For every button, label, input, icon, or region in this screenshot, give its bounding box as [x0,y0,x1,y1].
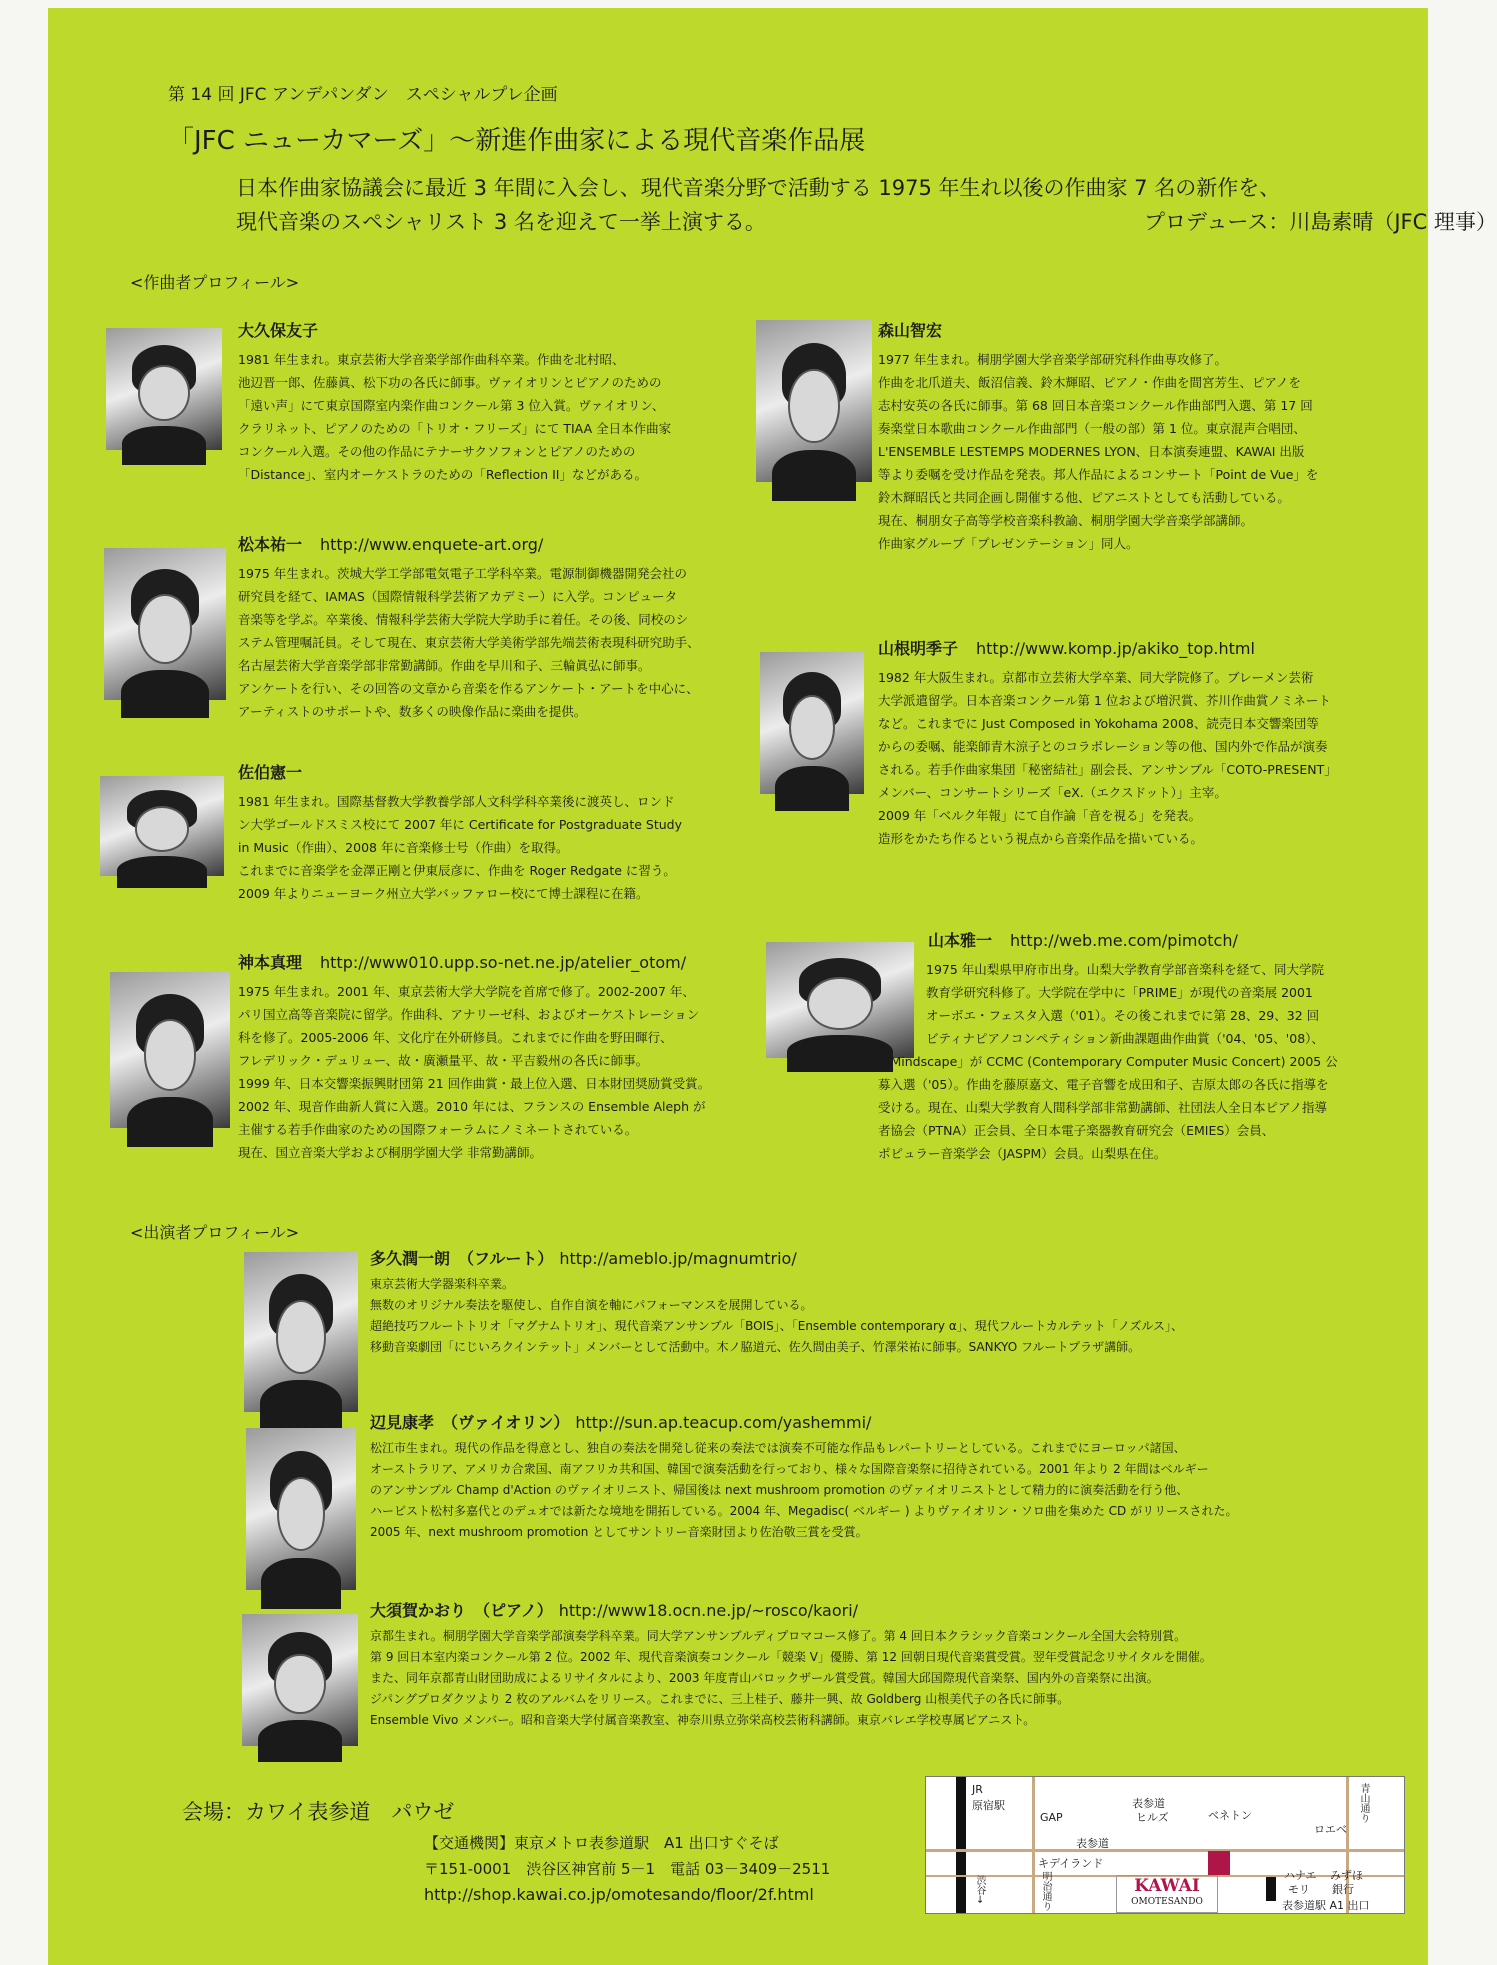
composer-name: 山本雅一 http://web.me.com/pimotch/ [928,931,1238,950]
composer-profile [878,320,1318,555]
map-label: GAP [1040,1811,1063,1824]
composer-profile [238,534,700,723]
intro-line: 日本作曲家協議会に最近 3 年間に入会し、現代音楽分野で活動する 1975 年生れ以後の作曲家 7 名の新作を、 [236,176,1281,200]
composer-name: 佐伯憲一 [238,763,303,782]
performer-url-link[interactable]: http://sun.ap.teacup.com/yashemmi/ [575,1413,872,1432]
map-label: みずほ [1330,1869,1363,1882]
producer-credit: プロデュース：川島素晴（JFC 理事） [1144,210,1497,234]
map-label: JR [972,1783,983,1796]
composer-url-link[interactable]: http://www.komp.jp/akiko_top.html [976,639,1255,658]
composer-photo [110,972,230,1128]
venue-map [925,1776,1405,1914]
map-label: ヒルズ [1136,1811,1169,1824]
omotesando-road [926,1849,1404,1852]
composer-profile [238,762,682,905]
map-label: ハナエ [1284,1869,1317,1882]
kawai-brand: KAWAI [1134,1876,1200,1896]
event-series-label: 第 14 回 JFC アンデパンダン スペシャルプレ企画 [168,85,558,105]
performer-name: 辺見康孝 （ヴァイオリン） http://sun.ap.teacup.com/yashemmi/ [370,1413,872,1432]
composer-name: 山根明季子 http://www.komp.jp/akiko_top.html [878,639,1255,658]
performer-url-link[interactable]: http://www18.ocn.ne.jp/~rosco/kaori/ [558,1601,859,1620]
kawai-marker [1208,1851,1230,1875]
composer-bio: 1977 年生まれ。桐朋学園大学音楽学部研究科作曲専攻修了。 作曲を北爪道夫、飯沼信義、鈴木輝昭、ピアノ・作曲を間宮芳生、ピアノを 志村安英の各氏に師事。第 68 回日本音楽コンクール作曲部門入選、第 17 回 奏楽堂日本歌曲コンクール作曲部門（一般の部）第 1 位。東京混声合唱団、 L'ENSEMBLE LESTEMPS MODERNES LYON、日本演奏連盟、KAWAI 出版 等より委嘱を受け作品を発表。邦人作品によるコンサート「Point de Vue」を 鈴木輝昭氏と共同企画し開催する他、ピアニストとしても活動している。 現在、桐朋女子高等学校音楽科教諭、桐朋学園大学音楽学部講師。 作曲家グループ「プレゼンテーション」同人。 [878,352,1319,551]
performer-profile [370,1600,1212,1731]
performer-bio: 松江市生まれ。現代の作品を得意とし、独自の奏法を開発し従来の奏法では演奏不可能な作品もレパートリーとしている。これまでにヨーロッパ諸国、 オーストラリア、アメリカ合衆国、南アフリカ共和国、韓国で演奏活動を行っており、様々な国際音楽祭に招待されている。2001 年より 2 年間はベルギー のアンサンブル Champ d'Action のヴァイオリニスト、帰国後は next mushroom promotion のヴァイオリニストとして精力的に演奏活動を行う他、 ハーピスト松村多嘉代とのデュオでは新たな境地を開拓している。2004 年、Megadisc( ベルギー ) よりヴァイオリン・ソロ曲を集めた CD がリリースされた。 2005 年、next mushroom promotion としてサントリー音楽財団より佐治敬三賞を受賞。 [370,1441,1238,1539]
map-label: 銀行 [1332,1883,1354,1896]
performer-bio: 東京芸術大学器楽科卒業。 無数のオリジナル奏法を駆使し、自作自演を軸にパフォーマンスを展開している。 超絶技巧フルートトリオ「マグナムトリオ」、現代音楽アンサンブル「BOIS」、「Ensemble contemporary α」、現代フルートカルテット「ノズルス」、 移動音楽劇団「にじいろクインテット」メンバーとして活動中。木ノ脇道元、佐久間由美子、竹澤栄祐に師事。SANKYO フルートプラザ講師。 [370,1277,1184,1354]
composer-url-link[interactable]: http://www.enquete-art.org/ [320,535,544,554]
venue-title: 会場：カワイ表参道 パウゼ [182,1800,455,1824]
performer-profile [370,1412,1237,1543]
composer-photo [104,548,226,700]
composer-bio: 1975 年生まれ。2001 年、東京芸術大学大学院を首席で修了。2002-2007 年、 パリ国立高等音楽院に留学。作曲科、アナリーゼ科、およびオーケストレーション 科を修了。2005-2006 年、文化庁在外研修員。これまでに作曲を野田暉行、 フレデリック・デュリュー、故・廣瀬量平、故・平吉毅州の各氏に師事。 1999 年、日本交響楽振興財団第 21 回作曲賞・最上位入選、日本財団奨励賞受賞。 2002 年、現音作曲新人賞に入選。2010 年には、フランスの Ensemble Aleph が 主催する若手作曲家のための国際フォーラムにノミネートされている。 現在、国立音楽大学および桐朋学園大学 非常勤講師。 [238,984,711,1160]
map-label: ロエベ [1314,1823,1347,1836]
performer-url-link[interactable]: http://ameblo.jp/magnumtrio/ [559,1249,797,1268]
map-label: ベネトン [1208,1809,1252,1822]
performer-profile [370,1248,1183,1358]
map-label: 明治通り [1040,1871,1051,1911]
composer-name: 神本真理 http://www010.upp.so-net.ne.jp/atelier_otom/ [238,953,687,972]
composer-bio: 1981 年生まれ。国際基督教大学教養学部人文科学科卒業後に渡英し、ロンド ン大学ゴールドスミス校にて 2007 年に Certificate for Postgraduate Study in Music（作曲）、2008 年に音楽修士号（作曲）を取得。 これまでに音楽学を金澤正剛と伊東辰彦に、作曲を Roger Redgate に習う。 2009 年よりニューヨーク州立大学バッファロー校にて博士課程に在籍。 [238,794,682,901]
venue-access: 【交通機関】東京メトロ表参道駅 A1 出口すぐそば [424,1834,779,1852]
map-label: 原宿駅 [972,1799,1005,1812]
composer-name: 松本祐一 http://www.enquete-art.org/ [238,535,544,554]
map-label: 表参道駅 A1 出口 [1282,1899,1370,1912]
composer-profile [878,638,1337,850]
composer-profile [238,320,671,486]
meiji-road [1032,1777,1035,1913]
map-label: 渋谷→ [974,1875,985,1904]
composer-bio: 1982 年大阪生まれ。京都市立芸術大学卒業、同大学院修了。ブレーメン芸術 大学派遣留学。日本音楽コンクール第 1 位および増沢賞、芥川作曲賞ノミネート など。これまでに Just Composed in Yokohama 2008、読売日本交響楽団等 からの委嘱、能楽師青木涼子とのコラボレーション等の他、国内外で作品が演奏 される。若手作曲家集団「秘密結社」副会長、アンサンブル「COTO-PRESENT」 メンバー、コンサートシリーズ「eX.（エクスドット）」主宰。 2009 年「ベルク年報」にて自作論「音を視る」を発表。 造形をかたち作るという視点から音楽作品を描いている。 [878,670,1337,846]
map-label: モリ [1288,1883,1310,1896]
performers-section-heading: <出演者プロフィール> [130,1223,300,1242]
composer-photo [106,328,222,450]
map-label: 表参道 [1076,1837,1109,1850]
performer-photo [242,1614,358,1746]
venue-url-link[interactable]: http://shop.kawai.co.jp/omotesando/floor/2f.html [424,1885,814,1904]
composers-section-heading: <作曲者プロフィール> [130,273,300,292]
kawai-logo [1116,1875,1218,1913]
composer-bio: 1975 年生まれ。茨城大学工学部電気電子工学科卒業。電源制御機器開発会社の 研究員を経て、IAMAS（国際情報科学芸術アカデミー）に入学。コンピュータ 音楽等を学ぶ。卒業後、情報科学芸術大学院大学助手に着任。その後、同校のシ ステム管理嘱託員。そして現在、東京芸術大学美術学部先端芸術表現科研究助手、 名古屋芸術大学音楽学部非常勤講師。作曲を早川和子、三輪眞弘に師事。 アンケートを行い、その回答の文章から音楽を作るアンケート・アートを中心に、 アーティストのサポートや、数多くの映像作品に楽曲を提供。 [238,566,700,719]
performer-name: 大須賀かおり （ピアノ） http://www18.ocn.ne.jp/~rosco/kaori/ [370,1601,859,1620]
composer-name: 森山智宏 [878,321,943,340]
map-label: 青山通り [1358,1783,1369,1823]
page-title: 「JFC ニューカマーズ」～新進作曲家による現代音楽作品展 [168,126,866,156]
composer-profile [238,952,710,1164]
performer-photo [244,1252,358,1412]
composer-profile [878,930,1338,1165]
station-marker [1266,1877,1276,1901]
jr-line [956,1777,966,1913]
composer-photo [760,652,864,794]
composer-url-link[interactable]: http://www010.upp.so-net.ne.jp/atelier_otom/ [320,953,687,972]
venue-address: 〒151-0001 渋谷区神宮前 5－1 電話 03－3409－2511 [424,1860,831,1878]
composer-bio: 1981 年生まれ。東京芸術大学音楽学部作曲科卒業。作曲を北村昭、 池辺晋一郎、佐藤眞、松下功の各氏に師事。ヴァイオリンとピアノのための 「遠い声」にて東京国際室内楽作曲コンクール第 3 位入賞。ヴァイオリン、 クラリネット、ピアノのための「トリオ・フリーズ」にて TIAA 全日本作曲家 コンクール入選。その他の作品にテナーサクソフォンとピアノのための 「Distance」、室内オーケストラのための「Reflection II」などがある。 [238,352,672,482]
performer-name: 多久潤一朗 （フルート） http://ameblo.jp/magnumtrio/ [370,1249,797,1268]
composer-url-link[interactable]: http://web.me.com/pimotch/ [1010,931,1238,950]
composer-name: 大久保友子 [238,321,319,340]
kawai-subtitle: OMOTESANDO [1131,1897,1203,1907]
intro-text [236,171,1497,239]
map-label: キデイランド [1038,1857,1104,1870]
composer-photo [100,776,224,876]
map-label: 表参道 [1132,1797,1165,1810]
performer-photo [246,1428,356,1590]
flyer-sheet [48,8,1497,1965]
performer-bio: 京都生まれ。桐朋学園大学音楽学部演奏学科卒業。同大学アンサンブルディプロマコース修了。第 4 回日本クラシック音楽コンクール全国大会特別賞。 第 9 回日本室内楽コンクール第 2 位。2002 年、現代音楽演奏コンクール「競楽 V」優勝、第 12 回朝日現代音楽賞受賞。翌年受賞記念リサイタルを開催。 また、同年京都青山財団助成によるリサイタルにより、2003 年度青山バロックザール賞受賞。韓国大邱国際現代音楽祭、国内外の音楽祭に出演。 ジパングプロダクツより 2 枚のアルバムをリリース。これまでに、三上桂子、藤井一興、故 Goldberg 山根美代子の各氏に師事。 Ensemble Vivo メンバー。昭和音楽大学付属音楽教室、神奈川県立弥栄高校芸術科講師。東京バレエ学校専属ピアニスト。 [370,1629,1212,1727]
intro-line [236,205,1497,239]
composer-bio: 1975 年山梨県甲府市出身。山梨大学教育学部音楽科を経て、同大学院 教育学研究科修了。大学院在学中に「PRIME」が現代の音楽展 2001 オーボエ・フェスタ入選（'01）。その後これまでに第 28、29、32 回 ビティナピアノコンペティション新曲課題曲作曲賞（'04、'05、'08）、 「Mindscape」が CCMC (Contemporary Computer Music Concert) 2005 公 募入選（'05）。作曲を藤原嘉文、電子音響を成田和子、吉原太郎の各氏に指導を 受ける。現在、山梨大学教育人間科学部非常勤講師、社団法人全日本ピアノ指導 者協会（PTNA）正会員、全日本電子楽器教育研究会（EMIES）会員、 ポピュラー音楽学会（JASPM）会員。山梨県在住。 [878,962,1338,1161]
intro-line-text: 現代音楽のスペシャリスト 3 名を迎えて一挙上演する。 [236,210,766,234]
composer-photo [756,320,872,482]
venue-details [424,1830,830,1908]
